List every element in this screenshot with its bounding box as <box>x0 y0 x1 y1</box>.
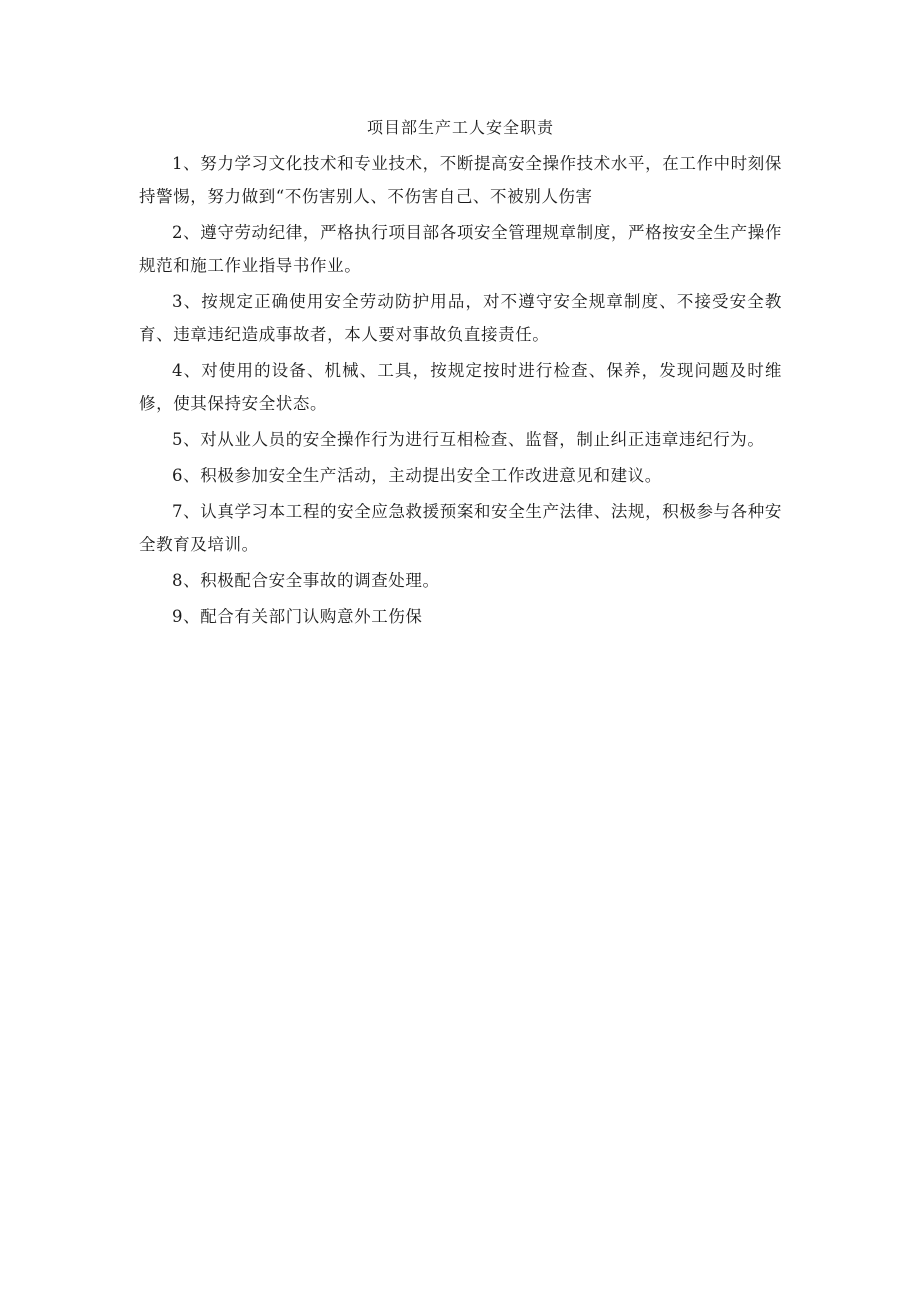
duty-item-1: 1、努力学习文化技术和专业技术，不断提高安全操作技术水平，在工作中时刻保持警惕，努力做到“不伤害别人、不伤害自己、不被别人伤害 <box>139 154 782 206</box>
duty-item-4: 4、对使用的设备、机械、工具，按规定按时进行检查、保养，发现问题及时维修，使其保持安全状态。 <box>139 361 782 413</box>
document-body <box>139 116 782 636</box>
duty-item-2: 2、遵守劳动纪律，严格执行项目部各项安全管理规章制度，严格按安全生产操作规范和施工作业指导书作业。 <box>139 223 782 275</box>
duty-item-3: 3、按规定正确使用安全劳动防护用品，对不遵守安全规章制度、不接受安全教育、违章违纪造成事故者，本人要对事故负直接责任。 <box>139 292 782 344</box>
duty-item-7: 7、认真学习本工程的安全应急救援预案和安全生产法律、法规，积极参与各种安全教育及培训。 <box>139 502 782 554</box>
duty-item-9: 9、配合有关部门认购意外工伤保 <box>172 607 423 626</box>
duty-item-6: 6、积极参加安全生产活动，主动提出安全工作改进意见和建议。 <box>172 466 662 485</box>
duty-item-5: 5、对从业人员的安全操作行为进行互相检查、监督，制止纠正违章违纪行为。 <box>172 430 765 449</box>
document-title: 项目部生产工人安全职责 <box>366 118 554 137</box>
duty-item-8: 8、积极配合安全事故的调查处理。 <box>172 571 440 590</box>
